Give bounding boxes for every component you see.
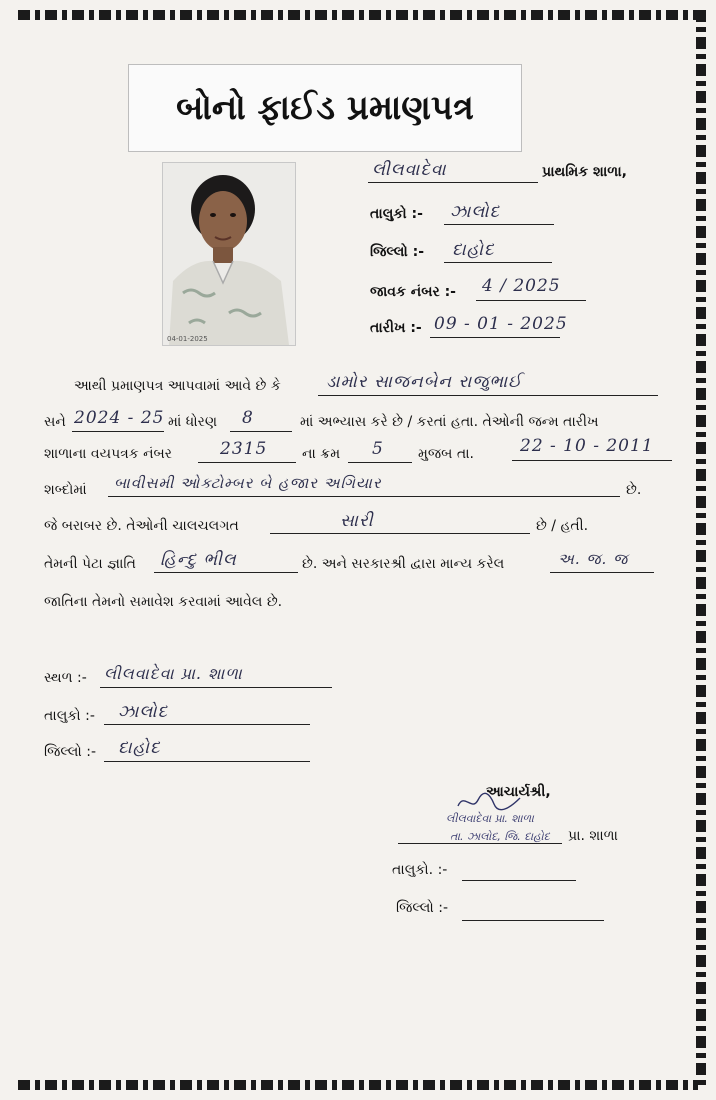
footer-district-value: દાહોદ xyxy=(118,738,161,758)
body-line7: જાતિના તેમનો સમાવેશ કરવામાં આવેલ છે. xyxy=(44,594,283,610)
district-line xyxy=(444,262,552,263)
place-value: લીલવાદેવા પ્રા. શાળા xyxy=(104,664,243,683)
taluka-line xyxy=(444,224,554,225)
footer-taluka-value: ઝાલોદ xyxy=(118,702,168,722)
body-line1-text: આથી પ્રમાણપત્ર આપવામાં આવે છે કે xyxy=(74,378,281,394)
body-line6-mid: છે. અને સરકારશ્રી દ્વારા માન્ય કરેલ xyxy=(302,556,505,572)
footer-taluka-label: તાલુકો :- xyxy=(44,708,95,724)
border-bottom xyxy=(18,1080,698,1090)
taluka-value: ઝાલોદ xyxy=(450,202,500,222)
birth-date-words-value: બાવીસમી ઓક્ટોમ્બર બે હજાર અગિયાર xyxy=(114,474,382,492)
subcaste-line xyxy=(154,572,298,573)
district-value: દાહોદ xyxy=(452,240,495,260)
signature-taluka-line xyxy=(462,880,576,881)
body-line3-suffix: મુજબ તા. xyxy=(418,446,474,462)
body-line4-prefix: શબ્દોમાં xyxy=(44,482,87,498)
border-right xyxy=(696,10,706,1090)
category-value: અ. જ. જ xyxy=(558,550,629,568)
place-label: સ્થળ :- xyxy=(44,670,87,686)
issue-date-label: તારીખ :- xyxy=(370,320,422,336)
outward-number-label: જાવક નંબર :- xyxy=(370,284,456,300)
body-line3-mid: ના ક્રમ xyxy=(302,446,341,462)
birth-date-value: 22 - 10 - 2011 xyxy=(520,436,654,456)
photo-caption: 04-01-2025 xyxy=(167,335,208,343)
body-line2-prefix: સને xyxy=(44,414,66,430)
subcaste-value: હિન્દુ ભીલ xyxy=(160,550,237,570)
footer-taluka-line xyxy=(104,724,310,725)
serial-number-line xyxy=(348,462,412,463)
academic-year-line xyxy=(72,431,164,432)
body-line5-prefix: જે બરાબર છે. તેઓની ચાલચલગત xyxy=(44,518,239,534)
serial-number-value: 5 xyxy=(372,439,384,459)
birth-date-line xyxy=(512,460,672,461)
certificate-title: બોનો ફાઈડ પ્રમાણપત્ર xyxy=(128,64,522,152)
school-name-line xyxy=(368,182,538,183)
taluka-label: તાલુકો :- xyxy=(370,206,423,222)
standard-value: 8 xyxy=(242,408,254,428)
conduct-line xyxy=(270,533,530,534)
signature-school-suffix: પ્રા. શાળા xyxy=(568,828,618,844)
school-name-value: લીલવાદેવા xyxy=(372,160,447,180)
body-line2-mid: માં ધોરણ xyxy=(168,414,218,430)
district-label: જિલ્લો :- xyxy=(370,244,425,260)
student-name-value: ડામોર સાજનબેન રાજુભાઈ xyxy=(326,372,523,392)
principal-title: આચાર્યશ્રી, xyxy=(486,784,551,800)
body-line2-suffix: માં અભ્યાસ કરે છે / કરતાં હતા. તેઓની જન્મ તારીખ xyxy=(300,414,599,430)
category-line xyxy=(550,572,654,573)
student-photo xyxy=(162,162,296,346)
body-line6-prefix: તેમની પેટા જ્ઞાતિ xyxy=(44,556,136,572)
body-line4-suffix: છે. xyxy=(626,482,642,498)
footer-district-label: જિલ્લો :- xyxy=(44,744,96,760)
conduct-value: સારી xyxy=(340,511,374,531)
issue-date-value: 09 - 01 - 2025 xyxy=(434,314,568,334)
footer-district-line xyxy=(104,761,310,762)
signature-taluka-label: તાલુકો. :- xyxy=(392,862,448,878)
border-top xyxy=(18,10,698,20)
academic-year-value: 2024 - 25 xyxy=(74,408,165,428)
register-number-line xyxy=(198,462,296,463)
register-number-value: 2315 xyxy=(220,439,268,459)
stamp-line2: તા. ઝાલોદ, જિ. દાહોદ xyxy=(450,830,550,843)
standard-line xyxy=(230,431,292,432)
school-sign-line xyxy=(398,843,562,844)
stamp-line1: લીલવાદેવા પ્રા. શાળા xyxy=(446,812,534,825)
student-name-line xyxy=(318,395,658,396)
birth-date-words-line xyxy=(108,496,620,497)
signature-district-line xyxy=(462,920,604,921)
outward-number-value: 4 / 2025 xyxy=(482,276,561,296)
issue-date-line xyxy=(430,337,560,338)
school-suffix-label: પ્રાથમિક શાળા, xyxy=(542,164,627,180)
place-line xyxy=(100,687,332,688)
body-line5-suffix: છે / હતી. xyxy=(536,518,589,534)
principal-signature xyxy=(454,790,524,814)
outward-number-line xyxy=(476,300,586,301)
body-line3-prefix: શાળાના વયપત્રક નંબર xyxy=(44,446,173,462)
signature-district-label: જિલ્લો :- xyxy=(396,900,448,916)
